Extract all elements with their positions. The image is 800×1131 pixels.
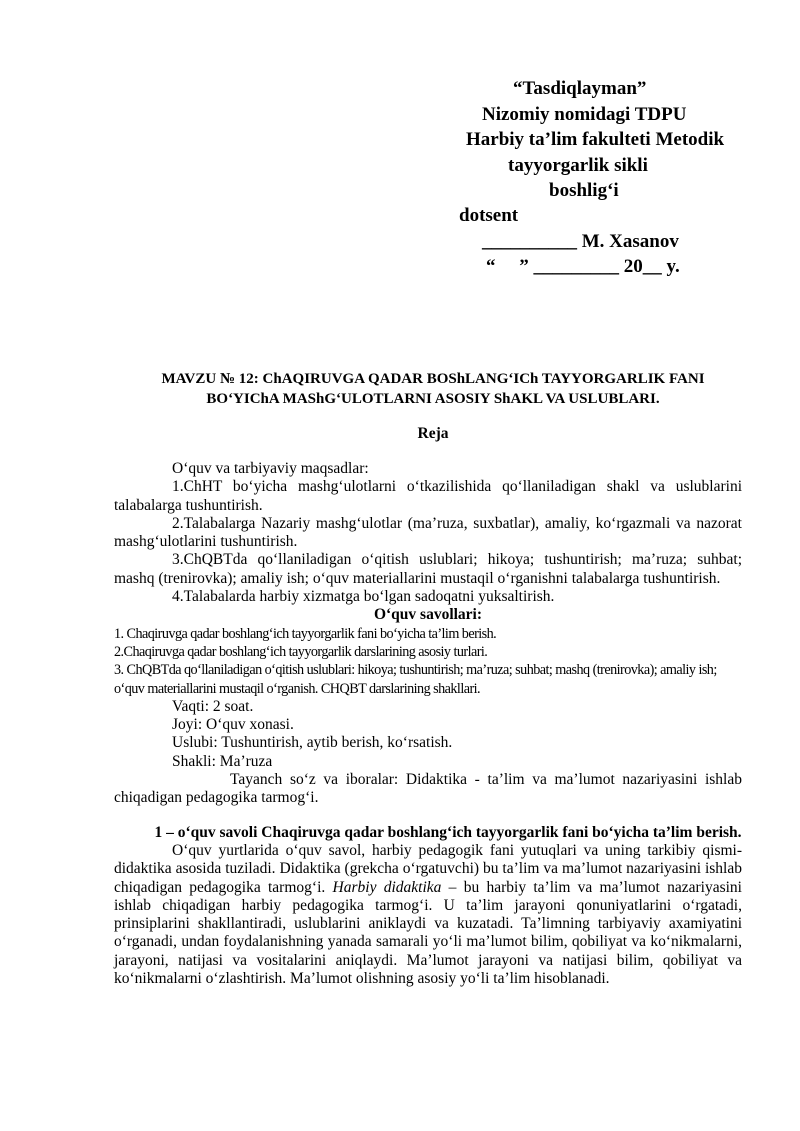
section-1-title: 1 – o‘quv savoli Chaqiruvga qadar boshlang‘ich tayyorgarlik fani bo‘yicha ta’lim berish. xyxy=(154,823,742,841)
goal-item: 4.Talabalarda harbiy xizmatga bo‘lgan sadoqatni yuksaltirish. xyxy=(172,588,555,606)
approval-signature: __________ M. Xasanov xyxy=(482,231,679,252)
question-item: 3. ChQBTda qo‘llaniladigan o‘qitish uslublari: hikoya; tushuntirish; ma’ruza; suhbat; mashq (trenirovka); amaliy ish; o‘quv materiallarini mustaqil o‘rganish. CHQBT darslarining shakllari. xyxy=(114,662,717,697)
plan-heading: Reja xyxy=(417,425,449,442)
document-body xyxy=(114,460,742,988)
question-item: 1. Chaqiruvga qadar boshlang‘ich tayyorgarlik fani bo‘yicha ta’lim berish. xyxy=(114,625,497,642)
harbiy-didaktika-term: Harbiy didaktika xyxy=(332,878,442,896)
approval-cycle: tayyorgarlik sikli xyxy=(508,155,648,176)
paragraph-text-part-1: O‘quv yurtlarida o‘quv savol, harbiy pedagogik fani yutuqlari va uning tarkibiy qismi-didaktika asosida tuziladi. Didaktika (grekcha o‘rgatuvchi) bu ta’lim va ma’lumot nazariyasini ishlab chiqadigan pedagogika tarmog‘i. xyxy=(114,841,742,896)
lesson-place: Joyi: O‘quv xonasi. xyxy=(172,716,294,734)
topic-title xyxy=(118,369,748,409)
lesson-method: Uslubi: Tushuntirish, aytib berish, ko‘rsatish. xyxy=(172,734,453,752)
keywords: Tayanch so‘z va iboralar: Didaktika - ta’lim va ma’lumot nazariyasini ishlab chiqadigan pedagogika tarmog‘i. xyxy=(114,771,742,807)
approval-title: “Tasdiqlayman” xyxy=(513,78,647,99)
approval-university: Nizomiy nomidagi TDPU xyxy=(482,104,687,125)
lesson-time: Vaqti: 2 soat. xyxy=(172,697,254,715)
section-1-paragraph xyxy=(114,842,742,988)
goals-heading: O‘quv va tarbiyaviy maqsadlar: xyxy=(172,460,369,477)
goal-item: 2.Talabalarga Nazariy mashg‘ulotlar (ma’ruza, suxbatlar), amaliy, ko‘rgazmali va nazorat mashg‘ulotlarini tushuntirish. xyxy=(114,514,742,551)
paragraph-text-part-2: – bu harbiy ta’lim va ma’lumot nazariyasini ishlab chiqadigan harbiy pedagogika tarmog‘i. U ta’lim jarayoni qonuniyatlarini o‘rgatadi, prinsiplarini shakllantiradi, uslublarini aniklaydi va kuzatadi. Ta’limning tarbiyaviy axamiyatini o‘rganadi, undan foydalanishning yanada samarali yo‘li ma’lumot bilim, qobiliyat va ko‘nikmalarni, jarayoni, natijasi va vositalarini aniqlaydi. Ma’lumot jarayoni va natijasi bilim, qobiliyat va ko‘nikmalarni o‘zlashtirish. Ma’lumot olishning asosiy yo‘li ta’lim hisoblanadi. xyxy=(114,878,742,988)
approval-faculty: Harbiy ta’lim fakulteti Metodik xyxy=(466,129,725,150)
question-item: 2.Chaqiruvga qadar boshlang‘ich tayyorgarlik darslarining asosiy turlari. xyxy=(114,643,488,660)
topic-title-line-1: MAVZU № 12: ChAQIRUVGA QADAR BOShLANG‘ICh TAYYORGARLIK FANI xyxy=(161,371,705,387)
approval-rank: dotsent xyxy=(459,205,519,226)
lesson-form: Shakli: Ma’ruza xyxy=(172,752,273,770)
approval-position: boshlig‘i xyxy=(549,180,619,201)
topic-title-line-2: BO‘YIChA MAShG‘ULOTLARNI ASOSIY ShAKL VA USLUBLARI. xyxy=(206,391,660,407)
approval-date: “ ” _________ 20__ y. xyxy=(486,256,680,277)
questions-heading: O‘quv savollari: xyxy=(373,606,483,624)
goal-item: 3.ChQBTda qo‘llaniladigan o‘qitish uslublari; hikoya; tushuntirish; ma’ruza; suhbat; mashq (trenirovka); amaliy ish; o‘quv materiallarini mustaqil o‘rganishni talabalarga tushuntirish. xyxy=(114,551,742,587)
goal-item: 1.ChHT bo‘yicha mashg‘ulotlarni o‘tkazilishida qo‘llaniladigan shakl va uslublarini talabalarga tushuntirish. xyxy=(114,478,742,514)
